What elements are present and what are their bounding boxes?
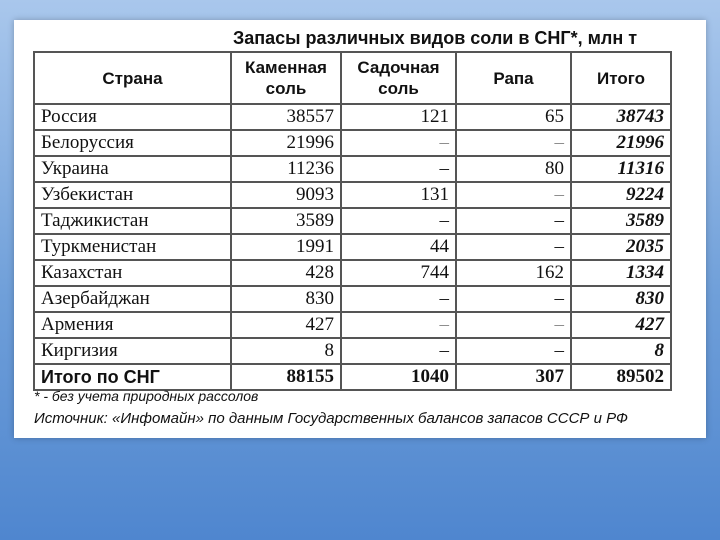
- cell-country: Казахстан: [34, 260, 231, 286]
- cell-country: Азербайджан: [34, 286, 231, 312]
- cell-sediment: 131: [341, 182, 456, 208]
- header-row: [34, 52, 671, 104]
- cell-brine: –: [456, 130, 571, 156]
- cell-total: 2035: [571, 234, 671, 260]
- table-row: [34, 208, 671, 234]
- cell-rock: 830: [231, 286, 341, 312]
- header-sediment-salt: [341, 52, 456, 104]
- cell-sediment: –: [341, 208, 456, 234]
- cell-total: 1334: [571, 260, 671, 286]
- table-row: [34, 286, 671, 312]
- cell-sediment: –: [341, 286, 456, 312]
- table-row: [34, 182, 671, 208]
- cell-summary-country: Итого по СНГ: [34, 364, 231, 390]
- cell-sediment: –: [341, 312, 456, 338]
- table-row: [34, 312, 671, 338]
- cell-brine: –: [456, 286, 571, 312]
- source-note: Источник: «Инфомайн» по данным Государственных балансов запасов СССР и РФ: [34, 410, 628, 427]
- salt-reserves-table: [33, 51, 672, 391]
- header-rock-salt-line1: Каменная: [245, 58, 327, 77]
- cell-rock: 9093: [231, 182, 341, 208]
- cell-total: 38743: [571, 104, 671, 130]
- cell-country: Киргизия: [34, 338, 231, 364]
- cell-total: 3589: [571, 208, 671, 234]
- header-total: Итого: [571, 52, 671, 104]
- cell-total: 11316: [571, 156, 671, 182]
- header-country: Страна: [34, 52, 231, 104]
- cell-brine: –: [456, 234, 571, 260]
- cell-brine: –: [456, 312, 571, 338]
- cell-rock: 11236: [231, 156, 341, 182]
- cell-sediment: 44: [341, 234, 456, 260]
- cell-rock: 8: [231, 338, 341, 364]
- cell-total: 830: [571, 286, 671, 312]
- header-sediment-salt-line2: соль: [378, 79, 419, 98]
- cell-brine: 162: [456, 260, 571, 286]
- table-row: [34, 156, 671, 182]
- header-rock-salt-line2: соль: [265, 79, 307, 98]
- table-row: [34, 338, 671, 364]
- cell-summary-rock: 88155: [231, 364, 341, 390]
- cell-sediment: –: [341, 156, 456, 182]
- cell-total: 21996: [571, 130, 671, 156]
- cell-total: 9224: [571, 182, 671, 208]
- header-sediment-salt-line1: Садочная: [357, 58, 440, 77]
- cell-rock: 21996: [231, 130, 341, 156]
- cell-brine: 65: [456, 104, 571, 130]
- cell-country: Россия: [34, 104, 231, 130]
- cell-summary-total: 89502: [571, 364, 671, 390]
- summary-row: [34, 364, 671, 390]
- cell-summary-brine: 307: [456, 364, 571, 390]
- cell-country: Украина: [34, 156, 231, 182]
- cell-brine: –: [456, 208, 571, 234]
- cell-rock: 3589: [231, 208, 341, 234]
- cell-rock: 428: [231, 260, 341, 286]
- table-row: [34, 104, 671, 130]
- table-title: Запасы различных видов соли в СНГ*, млн т: [232, 28, 638, 48]
- header-rock-salt: [231, 52, 341, 104]
- cell-country: Таджикистан: [34, 208, 231, 234]
- cell-sediment: 121: [341, 104, 456, 130]
- cell-country: Туркменистан: [34, 234, 231, 260]
- cell-rock: 1991: [231, 234, 341, 260]
- cell-sediment: –: [341, 130, 456, 156]
- table-row: [34, 130, 671, 156]
- cell-country: Узбекистан: [34, 182, 231, 208]
- cell-sediment: –: [341, 338, 456, 364]
- cell-rock: 427: [231, 312, 341, 338]
- cell-country: Белоруссия: [34, 130, 231, 156]
- table-row: [34, 260, 671, 286]
- cell-total: 8: [571, 338, 671, 364]
- header-brine: Рапа: [456, 52, 571, 104]
- cell-sediment: 744: [341, 260, 456, 286]
- cell-country: Армения: [34, 312, 231, 338]
- cell-brine: –: [456, 338, 571, 364]
- table-row: [34, 234, 671, 260]
- cell-total: 427: [571, 312, 671, 338]
- footnote: * - без учета природных рассолов: [34, 388, 259, 404]
- slide: [14, 20, 706, 438]
- cell-brine: 80: [456, 156, 571, 182]
- cell-rock: 38557: [231, 104, 341, 130]
- cell-brine: –: [456, 182, 571, 208]
- cell-summary-sediment: 1040: [341, 364, 456, 390]
